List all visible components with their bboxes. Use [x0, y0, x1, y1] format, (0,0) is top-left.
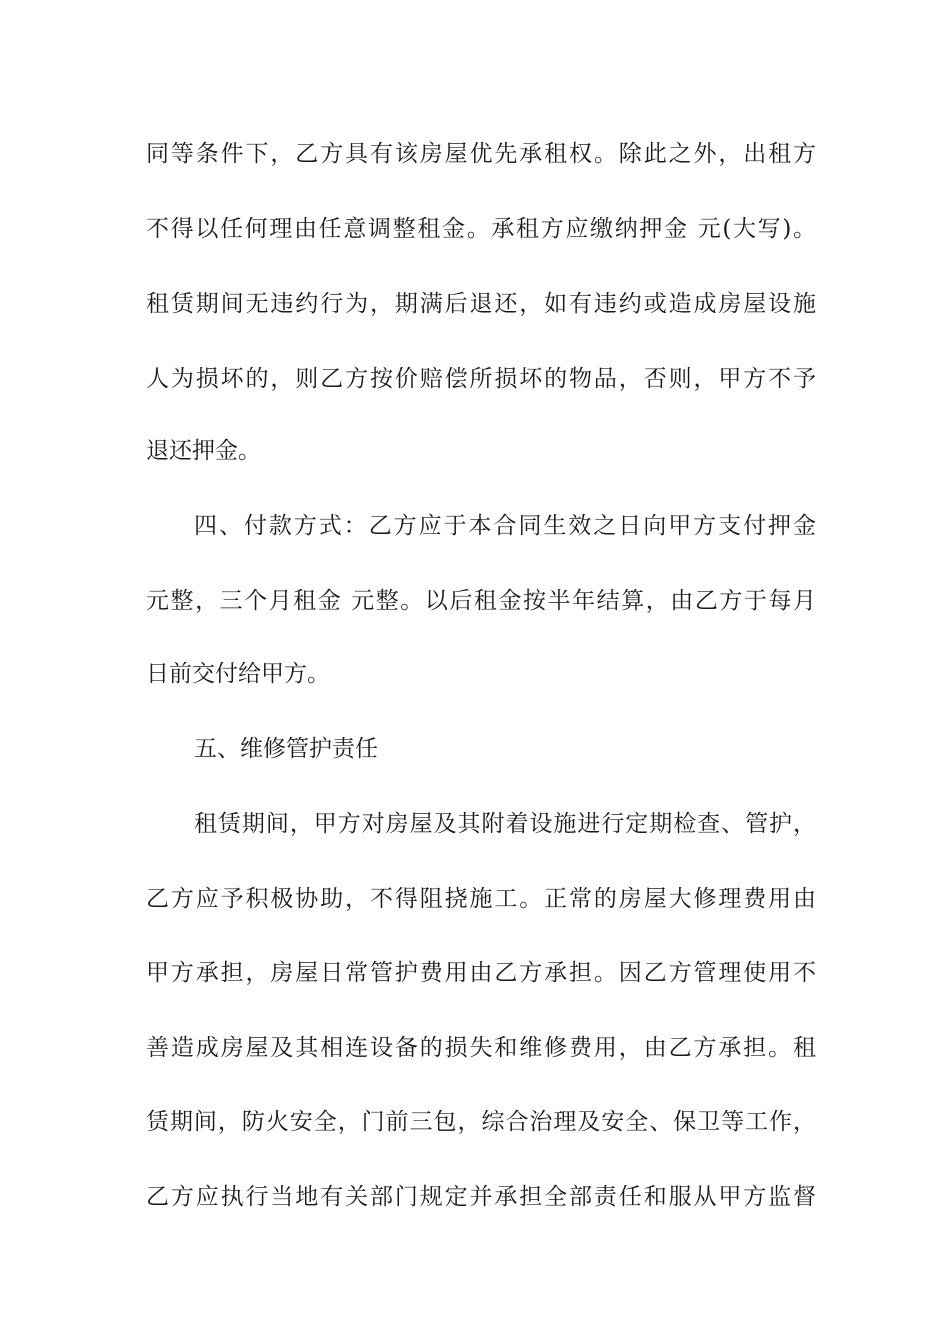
paragraph-first-line: 租赁期间，甲方对房屋及其附着设施进行定期检查、管护，: [194, 811, 816, 837]
text-line: 乙方应执行当地有关部门规定并承担全部责任和服从甲方监督: [146, 1184, 816, 1210]
text-line: 退还押金。: [146, 438, 261, 464]
text-line: 不得以任何理由任意调整租金。承租方应缴纳押金 元(大写)。: [146, 216, 816, 242]
text-line: 租赁期间无违约行为，期满后退还，如有违约或造成房屋设施: [146, 291, 816, 317]
section-heading-maintenance: 五、维修管护责任: [194, 736, 378, 762]
text-line: 甲方承担，房屋日常管护费用由乙方承担。因乙方管理使用不: [146, 960, 816, 986]
text-line: 日前交付给甲方。: [146, 661, 330, 687]
text-line: 赁期间，防火安全，门前三包，综合治理及安全、保卫等工作，: [146, 1109, 816, 1135]
text-line: 乙方应予积极协助，不得阻挠施工。正常的房屋大修理费用由: [146, 886, 816, 912]
text-line: 元整，三个月租金 元整。以后租金按半年结算，由乙方于每月: [146, 588, 816, 614]
section-payment-line: 四、付款方式：乙方应于本合同生效之日向甲方支付押金: [194, 513, 816, 539]
text-line: 人为损坏的，则乙方按价赔偿所损坏的物品，否则，甲方不予: [146, 366, 816, 392]
text-line: 同等条件下，乙方具有该房屋优先承租权。除此之外，出租方: [146, 141, 816, 167]
text-line: 善造成房屋及其相连设备的损失和维修费用，由乙方承担。租: [146, 1035, 816, 1061]
